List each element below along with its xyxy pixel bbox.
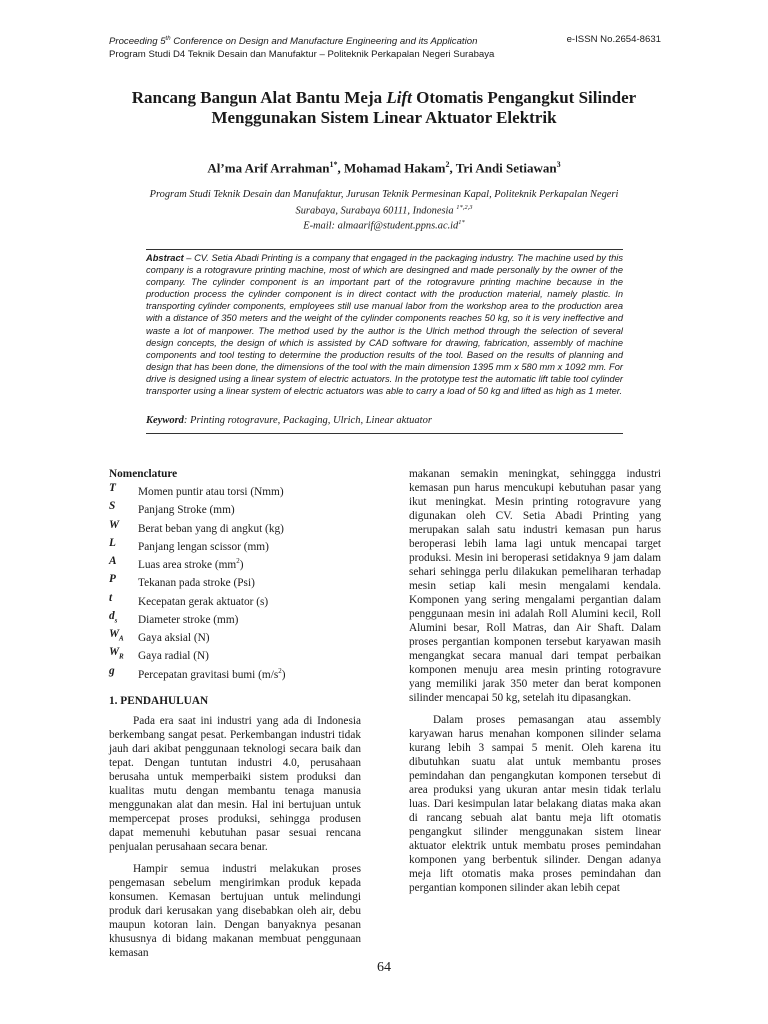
- nomenclature-row: [109, 572, 361, 590]
- left-column: [109, 467, 361, 960]
- nomenclature-symbol: A: [109, 555, 117, 567]
- nomenclature-description: Percepatan gravitasi bumi $(m/s^2)$: [138, 666, 286, 681]
- paragraph: Dalam proses pemasangan atau assembly karyawan harus menahan komponen silinder selama kurang lebih 3 sampai 5 menit. Oleh karena itu dibutuhkan suatu alat untuk membantu proses pemindahan dan pengangkutan komponen tersebut di area produksi yang ukuran antar mesin tidak terlalu luas. Dari kesimpulan latar belakang diatas maka akan di rancang sebuah alat bantu meja lift otomatis pengangkut silinder menggunakan sistem linear aktuator elektrik untuk membatu proses pemindahan komponen yang berbentuk silinder. Dengan adanya meja lift otomatis maka proses pemindahan dan pergantian komponen silinder akan lebih cepat: [409, 714, 661, 894]
- nomenclature-row: [109, 591, 361, 609]
- nomenclature-description: Panjang Stroke (mm): [138, 504, 235, 517]
- nomenclature-description: Diameter stroke (mm): [138, 613, 239, 626]
- nomenclature-description: Gaya aksial (N): [138, 631, 210, 644]
- nomenclature-row: [109, 609, 361, 627]
- nomenclature-row: [109, 627, 361, 645]
- paragraph: Hampir semua industri melakukan proses pengemasan sebelum mengirimkan produk kepada konsumen. Kemasan bertujuan untuk melindungi produk dari kerusakan yang disebabkan oleh air, debu maupun kotoran lain. Dengan banyaknya pesanan khususnya di bidang makanan membuat penggunaan kemasan: [109, 862, 361, 959]
- nomenclature-row: [109, 499, 361, 517]
- issn: e-ISSN No.2654-8631: [566, 34, 661, 45]
- email: E-mail: $almaarif@student.ppns.ac.id^{1*}$: [303, 219, 465, 232]
- nomenclature-description: Luas area stroke $(mm^2)$: [138, 557, 244, 571]
- nomenclature-description: Kecepatan gerak aktuator (s): [138, 595, 269, 608]
- abstract-bottom-rule: [146, 433, 623, 434]
- nomenclature-row: [109, 536, 361, 554]
- conference-name: Proceeding 5th Conference on Design and Manufacture Engineering and its Application: [109, 36, 478, 48]
- running-header: [109, 33, 661, 61]
- program-name: Program Studi D4 Teknik Desain dan Manufaktur – Politeknik Perkapalan Negeri Surabaya: [109, 49, 495, 61]
- right-column: [409, 467, 661, 895]
- affiliation: Program Studi Teknik Desain dan Manufaktur, Jurusan Teknik Permesinan Kapal, Politeknik Perkapalan Negeri Surabaya, Surabaya 60111, Indonesia $^{1*,2,3}$ E-mail: $almaarif@student.ppns.ac.id^{1*}$: [110, 189, 658, 233]
- nomenclature-description: Momen puntir atau torsi (Nmm): [138, 485, 284, 498]
- authors: Al’ma Arif Arrahman$^{1*}$, Mohamad Hakam$^2$, Tri Andi Setiawan$^3$: [207, 160, 561, 176]
- nomenclature-symbol: T: [109, 482, 116, 494]
- paragraph: makanan semakin meningkat, sehinggga industri kemasan pun harus mencukupi kebutuhan pasar yang ikut meningkat. Mesin printing rotogravure yang digunakan oleh CV. Setia Abadi Printing yang merupakan salah satu industri kemasan pun harus beroperasi lebih lama lagi untuk mencapai target produksi. Mesin ini beroperasi setidaknya 9 jam dalam sehari sehingga perlu dilakukan pemeliharan terhadap mesin setiap kali mesin mengalami kendala. Komponen yang sering mengalami pergantian dalam penggunaan mesin ini adalah Roll Alumini kecil, Roll Alumini besar, Roll Matras, dan Air Shaft. Dalam proses pergantian komponen tersebut karyawan masih mengangkat secara manual dari tempat perbaikan komponen menuju area mesin printing rotogravure yang memiliki jarak 350 meter dan berat komponen silinder mencapai 50 kg, setelah itu dipasangkan.: [409, 468, 661, 704]
- nomenclature-row: [109, 645, 361, 663]
- abstract: Abstract – CV. Setia Abadi Printing is a company that engaged in the packaging industry. The machine used by this company is a rotogravure printing machine, most of which are desingned and made personally by the owner of the company. The cylinder component is an important part of the rotogravure printing machine because in the production process the cylinder component is in direct contact with the production material, namely plastic. In transporting cylinder components, employees still use manual labor from the workshop area to the production area with a distance of 350 meters and the weight of the cylinder components reaches 50 kg, so it is very ineffective and waste a lot of manpower. The method used by the author is the Ulrich method through the selection of several design concepts, the design of which is assisted by CAD software for drawing, fabrication, assembly of machine components and tool testing to determine the production results of the tool. Based on the results of planning and design that has been done, the dimensions of the tool with the main dimension 1395 mm x 580 mm x 1092 mm. For drive is designed using a linear system of electric actuators. In the prototype test the automatic lift table tool cylinder transporter using a linear system of electric actuators was able to carry a load of 50 kg and lifted as high as 1 meter.: [146, 253, 623, 397]
- nomenclature-heading: Nomenclature: [109, 468, 178, 480]
- nomenclature-symbol: $W_R$: [109, 646, 124, 661]
- paragraph: Pada era saat ini industri yang ada di Indonesia berkembang sangat pesat. Perkembangan industri tidak jauh dari akibat penggunaan teknologi secara baik dan tepat. Dengan tuntutan industri 4.0, perusahaan berusaha untuk memperbaiki sistem produksi dan kualitas mutu dengan membantu tenaga manusia menggunakan alat dan mesin. Hal ini bertujuan untuk mempercepat proses produksi, sehingga produsen dapat memenuhi kebutuhan pasar sesuai rencana penjualan perusahaan secara benar.: [109, 714, 361, 853]
- nomenclature-row: [109, 518, 361, 536]
- nomenclature-description: Gaya radial (N): [138, 650, 209, 663]
- nomenclature-row: [109, 481, 361, 499]
- nomenclature-symbol: g: [109, 664, 115, 677]
- paper-title: Rancang Bangun Alat Bantu Meja Lift Otomatis Pengangkut Silinder Menggunakan Sistem Linear Aktuator Elektrik: [131, 88, 637, 127]
- nomenclature-symbol: $d_s$: [109, 609, 118, 624]
- nomenclature-symbol: W: [109, 518, 120, 531]
- nomenclature-symbol: t: [109, 591, 113, 604]
- nomenclature-row: [109, 664, 361, 682]
- nomenclature-list: [109, 481, 361, 682]
- nomenclature-symbol: P: [109, 573, 116, 586]
- keywords: Keyword: Printing rotogravure, Packaging, Ulrich, Linear aktuator: [146, 415, 432, 426]
- section-heading: 1. PENDAHULUAN: [109, 694, 209, 707]
- abstract-top-rule: [146, 249, 623, 250]
- nomenclature-symbol: S: [109, 500, 116, 513]
- nomenclature-description: Panjang lengan scissor (mm): [138, 540, 269, 553]
- page-number: 64: [377, 960, 391, 975]
- nomenclature-symbol: L: [109, 536, 116, 549]
- nomenclature-description: Tekanan pada stroke (Psi): [138, 577, 255, 590]
- nomenclature-symbol: $W_A$: [109, 628, 124, 643]
- nomenclature-description: Berat beban yang di angkut (kg): [138, 522, 284, 535]
- nomenclature-row: [109, 554, 361, 572]
